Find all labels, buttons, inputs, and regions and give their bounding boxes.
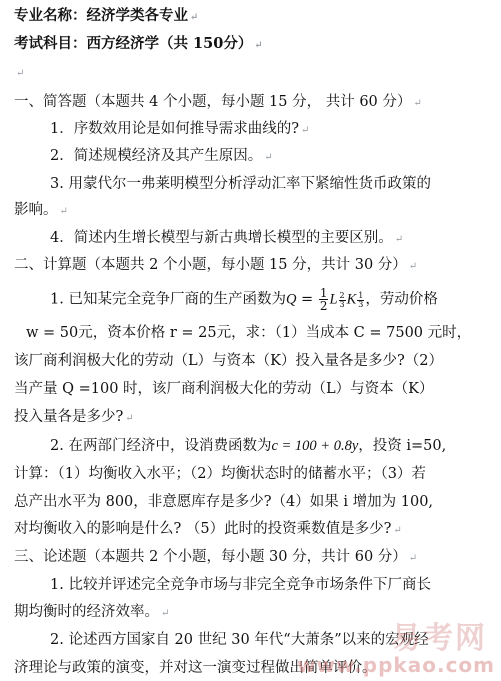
- section2-q2-l1: [50, 436, 446, 456]
- section3-q1a-text: 1. 比较并评述完全竞争市场与非完全竞争市场条件下厂商长: [50, 577, 431, 593]
- section1-q4: [50, 228, 403, 250]
- section2-q1-l2-text: w = 50元，资本价格 r = 25元，求：（1）当成本 C = 7500 元时，: [26, 325, 472, 341]
- section2-q2-l4: [14, 519, 402, 541]
- formula-eq: =: [296, 291, 318, 308]
- k-exponent: [357, 292, 364, 309]
- section1-q3a: [50, 174, 431, 194]
- formula-k: K: [346, 291, 357, 308]
- section2-q1-l3: [14, 351, 443, 371]
- formula-q: Q: [285, 291, 297, 308]
- section2-title: [14, 255, 417, 277]
- section2-q1-l3-text: 该厂商利润极大化的劳动（L）与资本（K）投入量各是多少?（2）: [14, 353, 443, 369]
- section2-q1-l1: [50, 287, 438, 312]
- section3-q2b-text: 济理论与政策的演变，并对这一演变过程做出简单评价。: [14, 660, 377, 676]
- subject-line: [14, 34, 263, 56]
- section2-q2-l4-text: 对均衡收入的影响是什么? （5）此时的投资乘数值是多少?: [14, 521, 392, 537]
- blank-line: [14, 62, 24, 84]
- section1-q1-text: 1．序数效用论是如何推导需求曲线的?: [50, 121, 299, 137]
- section3-q1a: [50, 575, 431, 595]
- paragraph-mark: ↵: [190, 12, 199, 23]
- section2-q1-l4: [14, 379, 434, 399]
- section3-title: [14, 547, 417, 569]
- l-exponent: [339, 292, 346, 309]
- paragraph-mark: ↵: [301, 125, 310, 136]
- fraction-denominator: 2: [319, 299, 328, 313]
- paragraph-mark: ↵: [16, 68, 25, 79]
- section2-q2-post: ，投资 i=50,: [358, 438, 447, 454]
- section1-q2-text: 2．简述规模经济及其产生原因。: [50, 148, 263, 164]
- section1-title-text: 一、简答题（本题共 4 个小题，每小题 15 分， 共计 60 分）: [14, 94, 412, 110]
- section2-q1-post: ，劳动价格: [365, 291, 438, 308]
- section2-q2-l2-text: 计算：（1）均衡收入水平；（2）均衡状态时的储蓄水平；（3）若: [14, 466, 426, 482]
- section3-q1b-text: 期均衡时的经济效率。: [14, 604, 159, 620]
- section2-q1-l4-text: 当产量 Q =100 时，该厂商利润极大化的劳动（L）与资本（K）: [14, 381, 434, 397]
- paragraph-mark: ↵: [413, 98, 422, 109]
- paragraph-mark: ↵: [125, 413, 134, 424]
- paragraph-mark: ↵: [408, 261, 418, 272]
- paragraph-mark: ↵: [393, 525, 402, 536]
- section1-q1: [50, 119, 309, 141]
- section3-q2a-text: 2. 论述西方国家自 20 世纪 30 年代“大萧条”以来的宏观经: [50, 632, 429, 648]
- consumption-formula: c = 100 + 0.8y: [271, 438, 359, 454]
- section2-q2-l3: [14, 492, 433, 512]
- section2-title-text: 二、计算题（本题共 2 个小题，每小题 15 分，共计 30 分）: [14, 257, 407, 273]
- formula-l: L: [329, 291, 338, 308]
- section1-q3b: [14, 200, 68, 222]
- section2-q1-l2: [26, 323, 471, 343]
- section1-title: [14, 92, 422, 114]
- paragraph-mark: ↵: [408, 553, 418, 564]
- k-exp-den: 3: [358, 299, 364, 309]
- k-exp-num: 1: [358, 290, 364, 300]
- section2-q2-l2: [14, 464, 426, 484]
- section3-title-text: 三、论述题（本题共 2 个小题，每小题 30 分，共计 60 分）: [14, 549, 407, 565]
- section3-q1b: [14, 602, 169, 624]
- section2-q2-l3-text: 总产出水平为 800，非意愿库存是多少?（4）如果 i 增加为 100,: [14, 494, 434, 510]
- fraction-numerator: 1: [319, 286, 328, 300]
- watermark-logo-text: 易考网: [391, 621, 487, 656]
- major-line: [14, 6, 198, 28]
- watermark-url: www.ppkao.com: [297, 653, 495, 677]
- paragraph-mark: ↵: [254, 40, 263, 51]
- paragraph-mark: ↵: [394, 234, 404, 245]
- l-exp-den: 3: [339, 299, 345, 309]
- section1-q2: [50, 146, 273, 168]
- paragraph-mark: ↵: [161, 608, 170, 619]
- formula-fraction: [319, 287, 329, 312]
- l-exp-num: 2: [339, 290, 345, 300]
- section2-q2-pre: 2. 在两部门经济中，设消费函数为: [50, 438, 272, 454]
- section1-q3a-text: 3. 用蒙代尔一弗莱明模型分析浮动汇率下紧缩性货币政策的: [50, 176, 431, 192]
- section2-q1-pre: 1. 已知某完全竞争厂商的生产函数为: [50, 291, 286, 308]
- major-text: 专业名称：经济学类各专业: [14, 7, 188, 24]
- section1-q4-text: 4．简述内生增长模型与新古典增长模型的主要区别。: [50, 230, 393, 246]
- paragraph-mark: ↵: [264, 152, 273, 163]
- section2-q1-l5: [14, 407, 134, 429]
- subject-text: 考试科目：西方经济学（共 150分）: [14, 35, 253, 52]
- paragraph-mark: ↵: [59, 206, 68, 217]
- section2-q1-l5-text: 投入量各是多少?: [14, 409, 124, 425]
- section1-q3b-text: 影响。: [14, 202, 58, 218]
- section3-q2a: [50, 630, 429, 650]
